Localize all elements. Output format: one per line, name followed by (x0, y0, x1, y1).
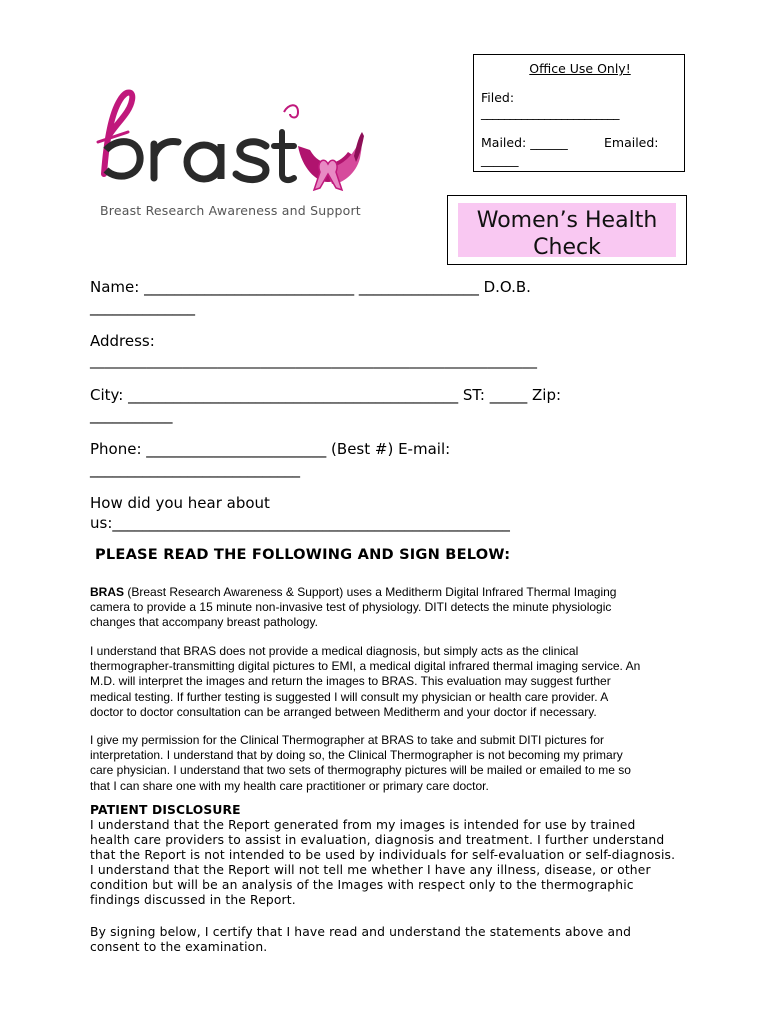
filed-blank[interactable]: ________________________ (481, 105, 619, 120)
paragraph-about-bras (90, 585, 690, 631)
form-title-background (458, 203, 676, 260)
form-title-line1: Women’s Health (476, 208, 658, 233)
office-use-title: Office Use Only! (529, 61, 631, 76)
zip-field-blank[interactable]: ___________ (90, 406, 173, 424)
form-title-box (447, 195, 687, 265)
emailed-label: Emailed: (604, 135, 659, 150)
consent-line: By signing below, I certify that I have read and understand the statements above and (90, 925, 632, 939)
city-state-zip-field[interactable]: City: ____________________________________________ ST: _____ Zip: (90, 386, 562, 404)
bras-logo-graphic (88, 86, 378, 201)
address-field[interactable]: _______________________________________________________________ (90, 353, 537, 369)
paragraph-diagnosis (90, 644, 690, 720)
address-label: Address: (90, 332, 155, 350)
p1-line1: (Breast Research Awareness & Support) uses a Meditherm Digital Infrared Thermal Imaging (124, 585, 617, 599)
phone-email-field[interactable]: Phone: ________________________ (Best #) E-mail: (90, 440, 451, 458)
instructions-heading: PLEASE READ THE FOLLOWING AND SIGN BELOW: (95, 546, 511, 563)
filed-label: Filed: (481, 90, 515, 105)
form-title (458, 207, 676, 261)
email-field-blank[interactable]: ____________________________ (90, 460, 300, 478)
referral-field[interactable]: us:_____________________________________________________ (90, 514, 510, 532)
p2-line: medical testing. If further testing is suggested I will consult my physician or health care provider. A (90, 689, 609, 704)
p3-line: I give my permission for the Clinical Thermographer at BRAS to take and submit DITI pictures for (90, 733, 604, 747)
disclosure-line: I understand that the Report will not tell me whether I have any illness, disease, or other (90, 863, 651, 877)
disclosure-line: that the Report is not intended to be used by individuals for self-evaluation or self-diagnosis. (90, 848, 676, 862)
form-title-line2: Check (533, 235, 601, 260)
disclosure-line: condition but will be an analysis of the Images with respect only to the thermographic (90, 878, 634, 892)
consent-line: consent to the examination. (90, 940, 268, 954)
referral-label: How did you hear about (90, 494, 270, 512)
mailed-field[interactable]: Mailed: ______ (481, 135, 568, 150)
disclosure-title: PATIENT DISCLOSURE (90, 803, 241, 817)
disclosure-line: health care providers to assist in evaluation, diagnosis and treatment. I further understand (90, 833, 665, 847)
name-dob-field[interactable]: Name: ____________________________ ________________ D.O.B. (90, 278, 531, 296)
dob-field-blank[interactable]: ______________ (90, 298, 195, 316)
patient-disclosure (90, 803, 690, 908)
logo-tagline: Breast Research Awareness and Support (100, 203, 361, 218)
consent-statement (90, 925, 690, 955)
p2-line: I understand that BRAS does not provide a medical diagnosis, but simply acts as the clinical (90, 644, 579, 658)
disclosure-line: findings discussed in the Report. (90, 893, 296, 907)
p2-line: doctor to doctor consultation can be arranged between Meditherm and your doctor if necessary. (90, 704, 597, 719)
paragraph-permission (90, 733, 690, 794)
office-use-box (473, 54, 685, 172)
p3-line: care physician. I understand that two sets of thermography pictures will be mailed or emailed to me so (90, 763, 631, 778)
p1-line2: camera to provide a 15 minute non-invasive test of physiology. DITI detects the minute physiologic (90, 600, 612, 615)
p2-line: M.D. will interpret the images and return the images to BRAS. This evaluation may suggest further (90, 674, 611, 689)
disclosure-line: I understand that the Report generated from my images is intended for use by trained (90, 818, 636, 832)
emailed-blank[interactable]: ______ (481, 152, 519, 167)
bras-bold: BRAS (90, 585, 125, 599)
p3-line: that I can share one with my health care practitioner or primary care doctor. (90, 778, 489, 793)
p1-line3: changes that accompany breast pathology. (90, 615, 318, 630)
p2-line: thermographer-transmitting digital pictures to EMI, a medical digital infrared thermal imaging service. An (90, 659, 641, 674)
p3-line: interpretation. I understand that by doing so, the Clinical Thermographer is not becoming my primary (90, 748, 623, 763)
